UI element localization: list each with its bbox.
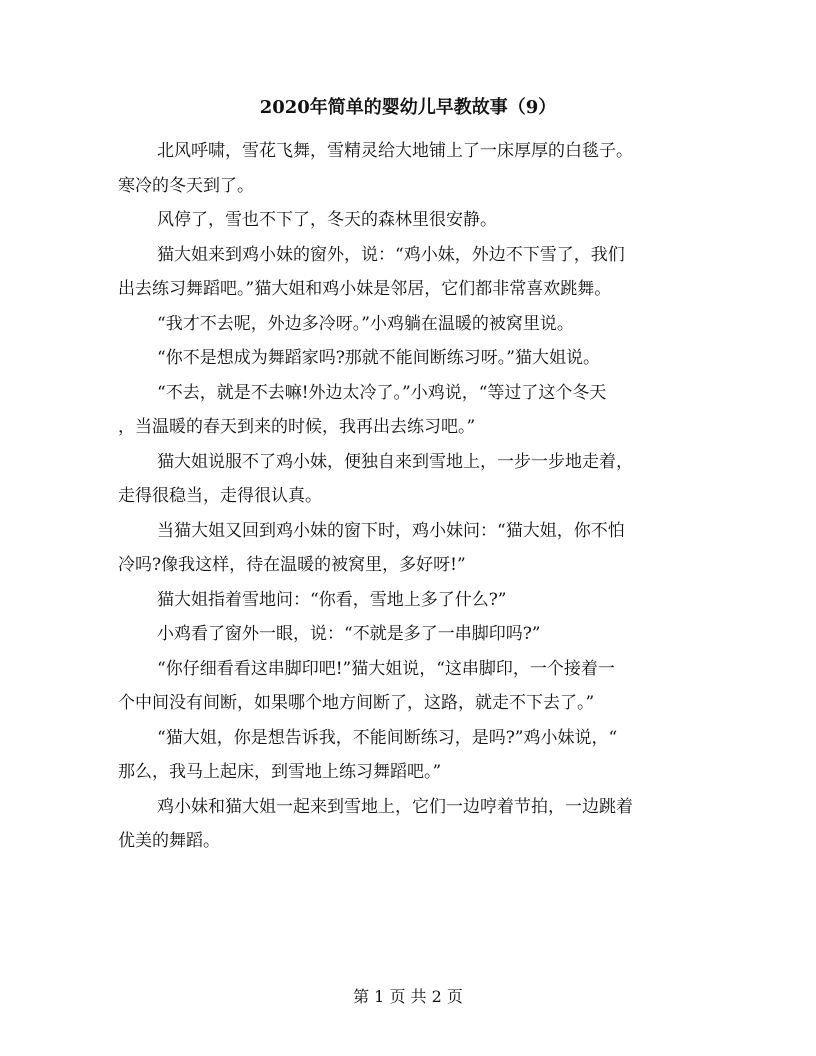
paragraph-line: ，当温暖的春天到来的时候，我再出去练习吧。”	[118, 417, 476, 437]
paragraph-line: 小鸡看了窗外一眼，说：“不就是多了一串脚印吗?”	[157, 624, 541, 644]
paragraph-line: 寒冷的冬天到了。	[118, 175, 254, 196]
paragraph-line: 鸡小妹和猫大姐一起来到雪地上，它们一边哼着节拍，一边跳着	[157, 796, 633, 817]
paragraph-line: 风停了，雪也不下了，冬天的森林里很安静。	[157, 210, 497, 230]
paragraph-line: “我才不去呢，外边多冷呀。”小鸡躺在温暖的被窝里说。	[157, 313, 574, 334]
paragraph-line: 猫大姐来到鸡小妹的窗外，说：“鸡小妹，外边不下雪了，我们	[157, 244, 625, 265]
paragraph-line: 个中间没有间断，如果哪个地方间断了，这路，就走不下去了。”	[118, 693, 595, 713]
paragraph-line: 出去练习舞蹈吧。”猫大姐和鸡小妹是邻居，它们都非常喜欢跳舞。	[118, 279, 612, 299]
paragraph-line: 走得很稳当，走得很认真。	[118, 486, 322, 506]
paragraph-line: 冷吗?像我这样，待在温暖的被窝里，多好呀!”	[118, 555, 466, 575]
paragraph-line: 当猫大姐又回到鸡小妹的窗下时，鸡小妹问：“猫大姐，你不怕	[157, 520, 625, 541]
paragraph-line: “你仔细看看这串脚印吧!”猫大姐说，“这串脚印，一个接着一	[157, 658, 615, 679]
paragraph-line: “你不是想成为舞蹈家吗?那就不能间断练习呀。”猫大姐说。	[157, 348, 600, 368]
paragraph-line: 优美的舞蹈。	[118, 831, 220, 851]
document-title: 2020年简单的婴幼儿早教故事（9）	[259, 97, 557, 118]
paragraph-line: “猫大姐，你是想告诉我，不能间断练习，是吗?”鸡小妹说，“	[157, 727, 618, 748]
paragraph-line: 那么，我马上起床，到雪地上练习舞蹈吧。”	[118, 762, 442, 782]
paragraph-line: 猫大姐指着雪地问：“你看，雪地上多了什么?”	[157, 589, 507, 610]
paragraph-line: “不去，就是不去嘛!外边太冷了。”小鸡说，“等过了这个冬天	[157, 382, 607, 403]
story-body	[118, 134, 698, 859]
paragraph-line: 猫大姐说服不了鸡小妹，便独自来到雪地上，一步一步地走着，	[157, 451, 633, 472]
page-number-footer: 第 1 页 共 2 页	[353, 987, 463, 1006]
paragraph-line: 北风呼啸，雪花飞舞，雪精灵给大地铺上了一床厚厚的白毯子。	[157, 141, 633, 161]
